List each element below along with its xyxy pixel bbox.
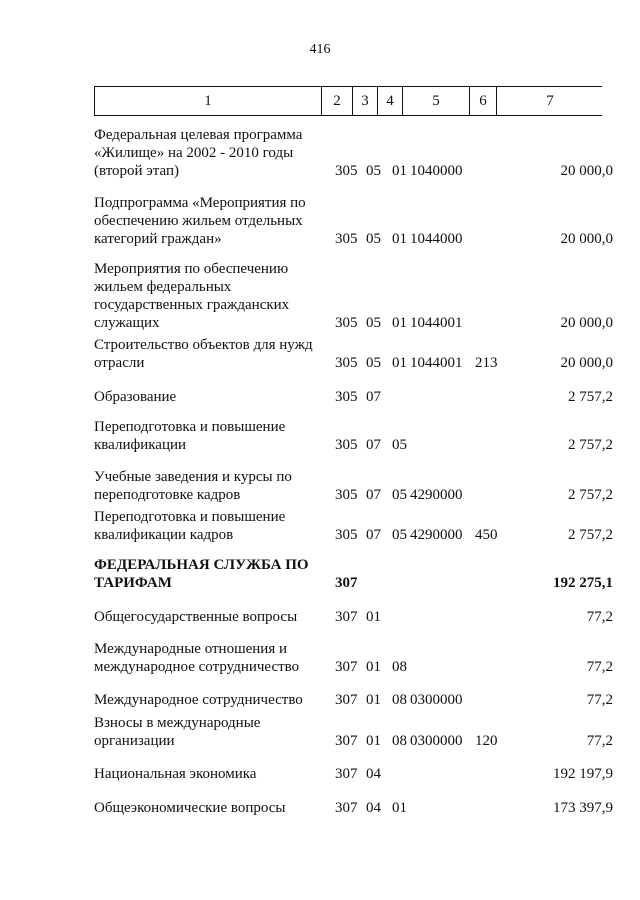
amount-value: 20 000,0 (560, 163, 613, 179)
subsection-code: 05 (392, 487, 407, 503)
subsection-code: 05 (392, 437, 407, 453)
target-article-code: 4290000 (410, 487, 463, 503)
subsection-code: 01 (392, 355, 407, 371)
row-label: Мероприятия по обеспечению жильем федеральных государственных гражданских служащих (94, 261, 290, 331)
column-header-6: 6 (479, 93, 487, 109)
row-label: Национальная экономика (94, 766, 257, 782)
expense-type-code: 213 (475, 355, 498, 371)
department-code: 305 (335, 437, 358, 453)
section-code: 07 (366, 389, 381, 405)
section-code: 04 (366, 766, 381, 782)
subsection-code: 01 (392, 800, 407, 816)
row-label: Международные отношения и международное сотрудничество (94, 641, 300, 675)
section-code: 01 (366, 692, 381, 708)
target-article-code: 4290000 (410, 527, 463, 543)
amount-value: 20 000,0 (560, 231, 613, 247)
amount-value: 192 197,9 (553, 766, 613, 782)
row-label: ФЕДЕРАЛЬНАЯ СЛУЖБА ПО ТАРИФАМ (94, 557, 309, 591)
subsection-code: 08 (392, 733, 407, 749)
department-code: 307 (335, 733, 358, 749)
target-article-code: 1044001 (410, 315, 463, 331)
target-article-code: 1040000 (410, 163, 463, 179)
column-header-1: 1 (204, 93, 212, 109)
target-article-code: 1044001 (410, 355, 463, 371)
section-code: 07 (366, 527, 381, 543)
section-code: 04 (366, 800, 381, 816)
subsection-code: 01 (392, 231, 407, 247)
column-header-3: 3 (361, 93, 369, 109)
subsection-code: 08 (392, 659, 407, 675)
column-header-7: 7 (546, 93, 554, 109)
amount-value: 77,2 (586, 609, 613, 625)
row-label: Строительство объектов для нужд отрасли (94, 337, 313, 371)
department-code: 305 (335, 231, 358, 247)
row-label: Международное сотрудничество (94, 692, 303, 708)
section-code: 01 (366, 659, 381, 675)
row-label: Образование (94, 389, 177, 405)
section-code: 07 (366, 437, 381, 453)
target-article-code: 0300000 (410, 733, 463, 749)
department-code: 305 (335, 487, 358, 503)
amount-value: 77,2 (586, 733, 613, 749)
department-code: 307 (335, 659, 358, 675)
column-header-4: 4 (386, 93, 394, 109)
amount-value: 77,2 (586, 692, 613, 708)
amount-value: 2 757,2 (568, 437, 613, 453)
column-header-2: 2 (333, 93, 341, 109)
row-label: Подпрограмма «Мероприятия по обеспечению жильем отдельных категорий граждан» (94, 195, 306, 247)
department-code: 305 (335, 315, 358, 331)
amount-value: 2 757,2 (568, 527, 613, 543)
row-label: Федеральная целевая программа «Жилище» на 2002 - 2010 годы (второй этап) (94, 127, 303, 179)
amount-value: 77,2 (586, 659, 613, 675)
subsection-code: 08 (392, 692, 407, 708)
row-label: Общеэкономические вопросы (94, 800, 286, 816)
expense-type-code: 450 (475, 527, 498, 543)
page-number: 416 (309, 42, 331, 57)
department-code: 305 (335, 389, 358, 405)
subsection-code: 01 (392, 315, 407, 331)
department-code: 305 (335, 163, 358, 179)
section-code: 07 (366, 487, 381, 503)
department-code: 307 (335, 800, 358, 816)
department-code: 305 (335, 355, 358, 371)
department-code: 307 (335, 575, 358, 591)
department-code: 307 (335, 609, 358, 625)
row-label: Учебные заведения и курсы по переподготовке кадров (94, 469, 292, 503)
subsection-code: 01 (392, 163, 407, 179)
amount-value: 20 000,0 (560, 355, 613, 371)
section-code: 01 (366, 609, 381, 625)
section-code: 01 (366, 733, 381, 749)
row-label: Общегосударственные вопросы (94, 609, 298, 625)
subsection-code: 05 (392, 527, 407, 543)
row-label: Переподготовка и повышение квалификации (94, 419, 286, 453)
target-article-code: 1044000 (410, 231, 463, 247)
department-code: 307 (335, 766, 358, 782)
row-label: Взносы в международные организации (94, 715, 261, 749)
section-code: 05 (366, 315, 381, 331)
row-label: Переподготовка и повышение квалификации кадров (94, 509, 286, 543)
amount-value: 192 275,1 (553, 575, 613, 591)
table-row (0, 168, 640, 248)
section-code: 05 (366, 231, 381, 247)
column-header-5: 5 (432, 93, 440, 109)
target-article-code: 0300000 (410, 692, 463, 708)
amount-value: 2 757,2 (568, 389, 613, 405)
amount-value: 173 397,9 (553, 800, 613, 816)
table-row (0, 737, 640, 817)
section-code: 05 (366, 163, 381, 179)
expense-type-code: 120 (475, 733, 498, 749)
department-code: 307 (335, 692, 358, 708)
amount-value: 20 000,0 (560, 315, 613, 331)
department-code: 305 (335, 527, 358, 543)
section-code: 05 (366, 355, 381, 371)
amount-value: 2 757,2 (568, 487, 613, 503)
